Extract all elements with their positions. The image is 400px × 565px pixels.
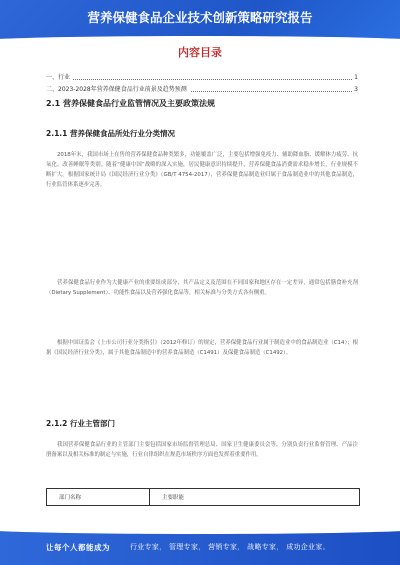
subsection-heading: 2.1.2 行业主管部门 (46, 419, 115, 428)
footer-role: 成功企业家 (286, 543, 323, 551)
toc-title: 内容目录 (178, 46, 222, 59)
toc-item-label: 二、2023-2028年营养保健食品行业前景及趋势预测 (46, 86, 190, 93)
paragraph: 我国营养保健食品行业的主管部门主要包括国家市场监督管理总局、国家卫生健康委员会等，分别负责行业监督管理、产品注册备案以及相关标准的制定与实施，行业自律组织在规范市场秩序方面也发挥着重要作用。 (46, 442, 358, 458)
table-header-cell: 部门名称 (47, 489, 150, 505)
table-header-cell: 主要职能 (162, 495, 185, 501)
paragraph: 根据中国证监会《上市公司行业分类指引》（2012年修订）的规定，营养保健食品行业属于制造业中的食品制造业（C14）；根据《国民经济行业分类》，属于其他食品制造中的营养食品制造（C1491）及保健食品制造（C1492）。 (46, 340, 358, 356)
paragraph: 2018年末，我国市场上在售的营养保健食品种类繁多，功能覆盖广泛，主要包括增强免疫力、辅助降血脂、缓解体力疲劳、抗氧化、改善睡眠等类别。随着“健康中国”战略的深入实施，居民健康意识持续提升，营养保健食品消费需求稳步增长，行业规模不断扩大。根据国家统计局《国民经济行业分类》（GB/T 4754-2017），营养保健食品制造业归属于食品制造业中的其他食品制造，行业监管体系逐步完善。 (46, 152, 358, 188)
report-title: 营养保健食品企业技术创新策略研究报告 (87, 10, 313, 25)
toc-item[interactable] (46, 72, 358, 84)
footer-role: 营销专家 (208, 543, 238, 551)
department-table (46, 488, 360, 506)
report-header (0, 0, 400, 40)
table-of-contents (46, 72, 358, 96)
section-heading: 2.1 营养保健食品行业监管情况及主要政策法规 (46, 99, 215, 108)
footer-slogan: 让每个人都能成为 (46, 543, 110, 552)
toc-item-label: 一、行业 (46, 74, 73, 81)
subsection-heading: 2.1.1 营养保健食品所处行业分类情况 (46, 129, 175, 138)
footer-role: 行业专家 (130, 543, 160, 551)
toc-item[interactable] (46, 84, 358, 96)
footer-banner (0, 530, 400, 565)
footer-role: 管理专家 (169, 543, 199, 551)
toc-item-page: 3 (352, 84, 358, 96)
toc-leader (46, 79, 352, 80)
footer-roles: 行业专家， 管理专家， 营销专家， 战略专家， 成功企业家。 (130, 543, 330, 551)
footer-role: 战略专家 (247, 543, 277, 551)
paragraph: 营养保健食品行业作为大健康产业的重要组成部分，其产品定义及范围在不同国家和地区存在一定差异，通常包括膳食补充剂（Dietary Supplement）、功能性食品以及营养强化食品等，相关标准与分类方式各有侧重。 (46, 280, 358, 296)
toc-item-page: 1 (352, 72, 358, 84)
